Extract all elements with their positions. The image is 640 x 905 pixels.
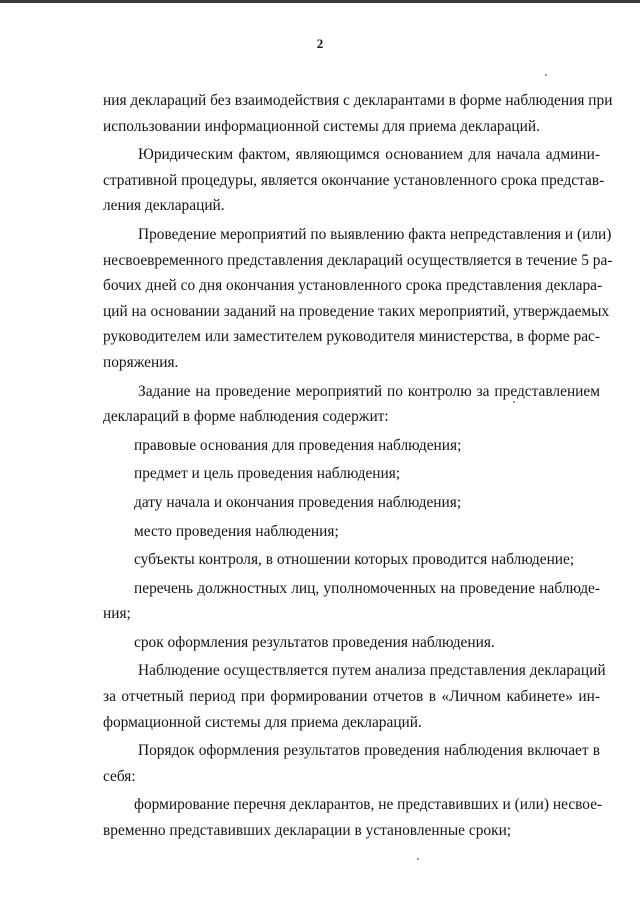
text-line: формирование перечня декларантов, не представивших и (или) несвое- (134, 796, 603, 814)
text-line: Проведение мероприятий по выявлению факта непредставления и (или) (138, 225, 612, 243)
text-line: стративной процедуры, является окончание установленного срока представ- (103, 171, 605, 189)
text-line: руководителем или заместителем руководителя министерства, в форме рас- (103, 328, 600, 346)
text-line: ления деклараций. (103, 197, 225, 215)
text-line: Юридическим фактом, являющимся основанием для начала админи- (138, 146, 600, 164)
document-body (103, 88, 613, 844)
text-line: деклараций в форме наблюдения содержит: (103, 408, 389, 426)
text-line: правовые основания для проведения наблюдения; (134, 436, 462, 454)
text-line: Задание на проведение мероприятий по контролю за представлением (138, 382, 600, 400)
text-line: бочих дней со дня окончания установленного срока представления деклара- (103, 277, 603, 295)
scan-speck (545, 74, 547, 76)
text-line: формационной системы для приема деклараций. (103, 713, 422, 731)
text-line: Наблюдение осуществляется путем анализа представления деклараций (138, 662, 606, 680)
text-line: использовании информационной системы для приема деклараций. (103, 117, 540, 135)
text-line: за отчетный период при формировании отчетов в «Личном кабинете» ин- (103, 688, 600, 706)
text-line: ций на основании заданий на проведение таких мероприятий, утверждаемых (103, 302, 610, 320)
text-line: поряжения. (103, 353, 179, 371)
text-line: перечень должностных лиц, уполномоченных на проведение наблюде- (134, 579, 600, 597)
text-line: несвоевременного представления деклараций осуществляется в течение 5 ра- (103, 251, 613, 269)
page-top-edge (0, 0, 640, 3)
scan-speck (513, 401, 515, 403)
scan-speck (417, 858, 419, 860)
text-line: место проведения наблюдения; (134, 522, 339, 540)
text-line: предмет и цель проведения наблюдения; (134, 465, 401, 483)
text-line: временно представивших декларации в установленные сроки; (103, 822, 512, 840)
text-line: себя: (103, 767, 136, 785)
text-line: ния; (103, 605, 131, 623)
text-line: дату начала и окончания проведения наблюдения; (134, 493, 462, 511)
page-number: 2 (316, 36, 324, 51)
text-line: ния деклараций без взаимодействия с декларантами в форме наблюдения при (103, 92, 613, 109)
text-line: срок оформления результатов проведения наблюдения. (134, 633, 495, 651)
text-line: Порядок оформления результатов проведения наблюдения включает в (138, 742, 600, 760)
text-line: субъекты контроля, в отношении которых проводится наблюдение; (134, 551, 575, 569)
